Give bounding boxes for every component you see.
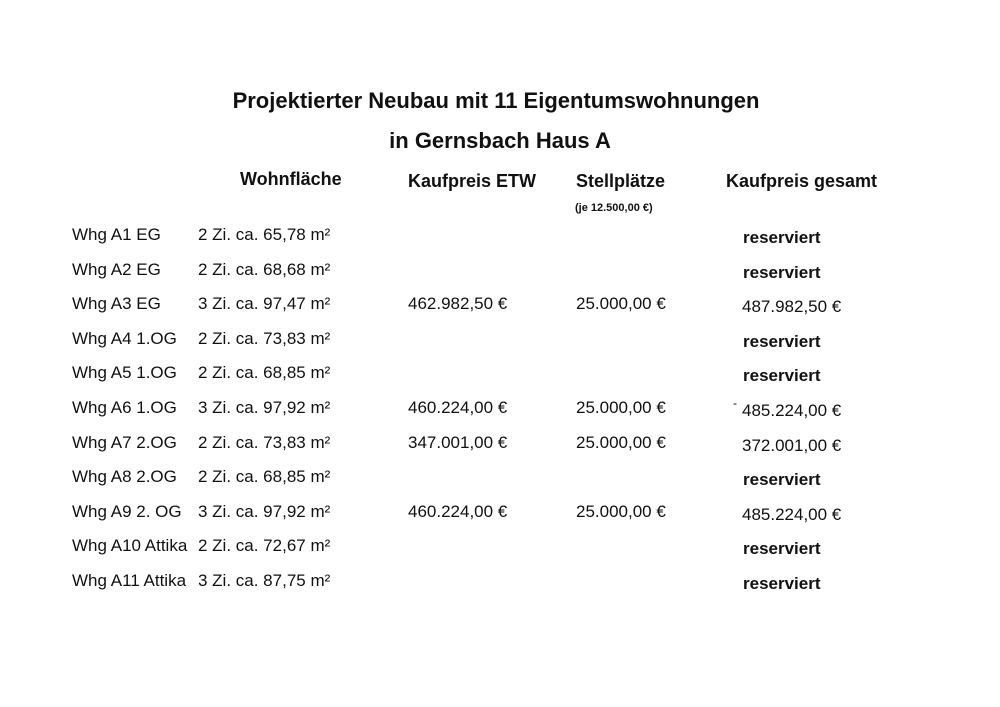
apartment-size: 2 Zi. ca. 65,78 m² (198, 225, 331, 244)
apartment-size: 3 Zi. ca. 97,92 m² (198, 502, 331, 521)
table-row (0, 398, 1000, 428)
document-title: Projektierter Neubau mit 11 Eigentumswohnungen (232, 88, 760, 113)
table-row (0, 260, 1000, 290)
apartment-name: Whg A11 Attika (72, 571, 187, 590)
table-row (0, 571, 1000, 601)
reserved-status: reserviert (743, 470, 821, 489)
apartment-size: 2 Zi. ca. 68,85 m² (198, 363, 331, 382)
total-price: 487.982,50 € (742, 297, 842, 316)
total-price: 372.001,00 € (742, 436, 842, 455)
table-row (0, 433, 1000, 463)
table-row (0, 294, 1000, 324)
dash-mark: - (733, 396, 737, 410)
apartment-name: Whg A10 Attika (72, 536, 188, 555)
apartment-price: 462.982,50 € (408, 294, 508, 313)
table-row (0, 467, 1000, 497)
parking-price: 25.000,00 € (576, 433, 666, 452)
reserved-status: reserviert (743, 366, 821, 385)
reserved-status: reserviert (743, 574, 821, 593)
apartment-size: 2 Zi. ca. 73,83 m² (198, 329, 331, 348)
total-price: 485.224,00 € (742, 505, 842, 524)
apartment-name: Whg A7 2.OG (72, 433, 177, 452)
table-row (0, 502, 1000, 532)
apartment-name: Whg A2 EG (72, 260, 161, 279)
table-row (0, 225, 1000, 255)
apartment-name: Whg A3 EG (72, 294, 161, 313)
reserved-status: reserviert (743, 332, 821, 351)
document-subtitle: in Gernsbach Haus A (389, 128, 611, 153)
header-kaufpreis-gesamt: Kaufpreis gesamt (726, 171, 878, 191)
apartment-price: 460.224,00 € (408, 398, 508, 417)
table-row (0, 536, 1000, 566)
apartment-size: 2 Zi. ca. 72,67 m² (198, 536, 331, 555)
apartment-price: 460.224,00 € (408, 502, 508, 521)
parking-price: 25.000,00 € (576, 294, 666, 313)
header-kaufpreis-etw: Kaufpreis ETW (408, 171, 537, 191)
apartment-size: 3 Zi. ca. 97,47 m² (198, 294, 331, 313)
table-row (0, 363, 1000, 393)
table-row (0, 329, 1000, 359)
apartment-price: 347.001,00 € (408, 433, 508, 452)
apartment-size: 2 Zi. ca. 68,85 m² (198, 467, 331, 486)
header-stellplaetze-note: (je 12.500,00 €) (575, 202, 653, 214)
apartment-size: 2 Zi. ca. 73,83 m² (198, 433, 331, 452)
total-price: 485.224,00 € (742, 401, 842, 420)
header-stellplaetze: Stellplätze (576, 171, 666, 191)
reserved-status: reserviert (743, 263, 821, 282)
apartment-name: Whg A9 2. OG (72, 502, 182, 521)
apartment-size: 3 Zi. ca. 87,75 m² (198, 571, 331, 590)
apartment-name: Whg A6 1.OG (72, 398, 177, 417)
apartment-name: Whg A4 1.OG (72, 329, 177, 348)
apartment-size: 3 Zi. ca. 97,92 m² (198, 398, 331, 417)
parking-price: 25.000,00 € (576, 502, 666, 521)
apartment-name: Whg A5 1.OG (72, 363, 177, 382)
apartment-size: 2 Zi. ca. 68,68 m² (198, 260, 331, 279)
parking-price: 25.000,00 € (576, 398, 666, 417)
apartment-name: Whg A8 2.OG (72, 467, 177, 486)
header-wohnflaeche: Wohnfläche (240, 169, 342, 189)
reserved-status: reserviert (743, 539, 821, 558)
apartment-name: Whg A1 EG (72, 225, 161, 244)
reserved-status: reserviert (743, 228, 821, 247)
